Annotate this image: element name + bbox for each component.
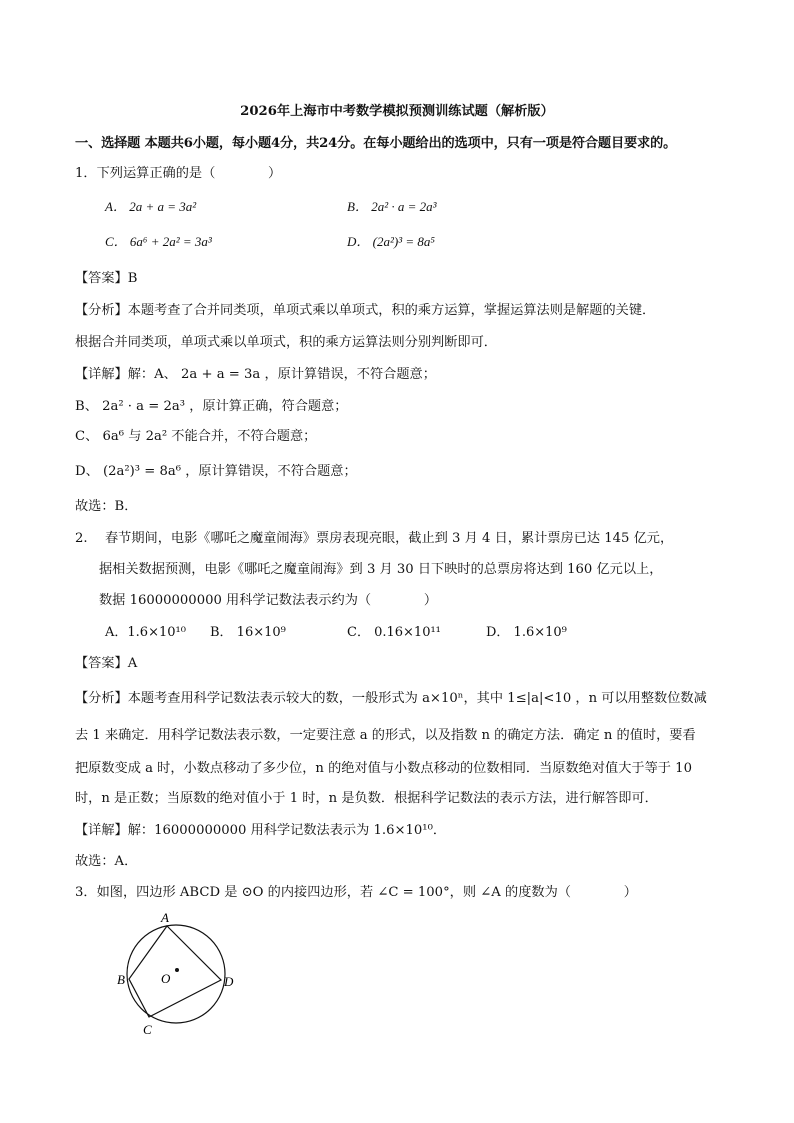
q2-choice-d: D． 1.6×10⁹: [486, 625, 567, 640]
q1-detail-a: 【详解】解：A、 2a + a = 3a ，原计算错误，不符合题意；: [75, 367, 436, 382]
q1-detail-c: C、 6a⁶ 与 2a² 不能合并，不符合题意；: [75, 429, 317, 444]
q2-choice-a: A．1.6×10¹⁰: [105, 625, 186, 640]
q1-analysis-line2: 根据合并同类项，单项式乘以单项式，积的乘方运算法则分别判断即可．: [75, 335, 497, 350]
q2-choice-b: B． 16×10⁹: [210, 625, 286, 640]
label-d: D: [224, 974, 234, 989]
q2-stem-line3: 数据 16000000000 用科学记数法表示约为（ ）: [99, 593, 438, 608]
q1-answer: 【答案】B: [75, 271, 138, 286]
q2-analysis-line4: 时，n 是正数；当原数的绝对值小于 1 时，n 是负数．根据科学记数法的表示方法，进行解答即可．: [75, 791, 658, 806]
label-o: O: [161, 971, 171, 986]
q2-choice-c: C． 0.16×10¹¹: [347, 625, 441, 640]
q1-detail-b: B、 2a² · a = 2a³ ，原计算正确，符合题意；: [75, 399, 348, 414]
q1-choice-b: B． 2a² · a = 2a³: [347, 199, 437, 214]
q2-conclusion: 故选：A．: [75, 854, 138, 869]
section-heading: 一、选择题 本题共6小题，每小题4分，共24分。在每小题给出的选项中，只有一项是符合题目要求的。: [75, 136, 677, 151]
circle-o: [127, 925, 225, 1023]
q1-choice-a: A． 2a + a = 3a²: [105, 199, 197, 214]
q2-detail: 【详解】解：16000000000 用科学记数法表示为 1.6×10¹⁰．: [75, 823, 447, 838]
label-c: C: [143, 1022, 152, 1037]
q3-stem: 3．如图，四边形 ABCD 是 ⊙O 的内接四边形，若 ∠C = 100°，则 ∠A 的度数为（ ）: [75, 885, 637, 900]
q1-choice-d: D． (2a²)³ = 8a⁵: [347, 234, 435, 249]
q2-analysis-line2: 去 1 来确定．用科学记数法表示数，一定要注意 a 的形式，以及指数 n 的确定方法．确定 n 的值时，要看: [75, 728, 696, 743]
q2-analysis-line3: 把原数变成 a 时，小数点移动了多少位，n 的绝对值与小数点移动的位数相同．当原数绝对值大于等于 10: [75, 761, 692, 776]
q1-analysis-line1: 【分析】本题考查了合并同类项，单项式乘以单项式，积的乘方运算，掌握运算法则是解题的关键．: [75, 303, 656, 318]
q1-stem: 1．下列运算正确的是（ ）: [75, 166, 282, 181]
inscribed-quadrilateral: [129, 926, 221, 1017]
q1-conclusion: 故选：B．: [75, 499, 138, 514]
label-a: A: [161, 910, 169, 925]
q2-stem-line1: 2. 春节期间，电影《哪吒之魔童闹海》票房表现亮眼，截止到 3 月 4 日，累计票房已达 145 亿元，: [75, 531, 674, 546]
q1-detail-d: D、 (2a²)³ = 8a⁶ ，原计算错误，不符合题意；: [75, 464, 357, 479]
q2-stem-line2: 据相关数据预测，电影《哪吒之魔童闹海》到 3 月 30 日下映时的总票房将达到 160 亿元以上，: [99, 562, 663, 577]
q3-circle-figure: [115, 908, 245, 1038]
q1-choice-c: C． 6a⁶ + 2a² = 3a³: [105, 234, 212, 249]
q2-answer: 【答案】A: [75, 656, 138, 671]
label-b: B: [117, 972, 125, 987]
document-title: 2026年上海市中考数学模拟预测训练试题（解析版）: [240, 104, 554, 119]
center-point: [175, 968, 179, 972]
q2-analysis-line1: 【分析】本题考查用科学记数法表示较大的数，一般形式为 a×10ⁿ，其中 1≤|a|<10 ，n 可以用整数位数减: [75, 691, 707, 706]
